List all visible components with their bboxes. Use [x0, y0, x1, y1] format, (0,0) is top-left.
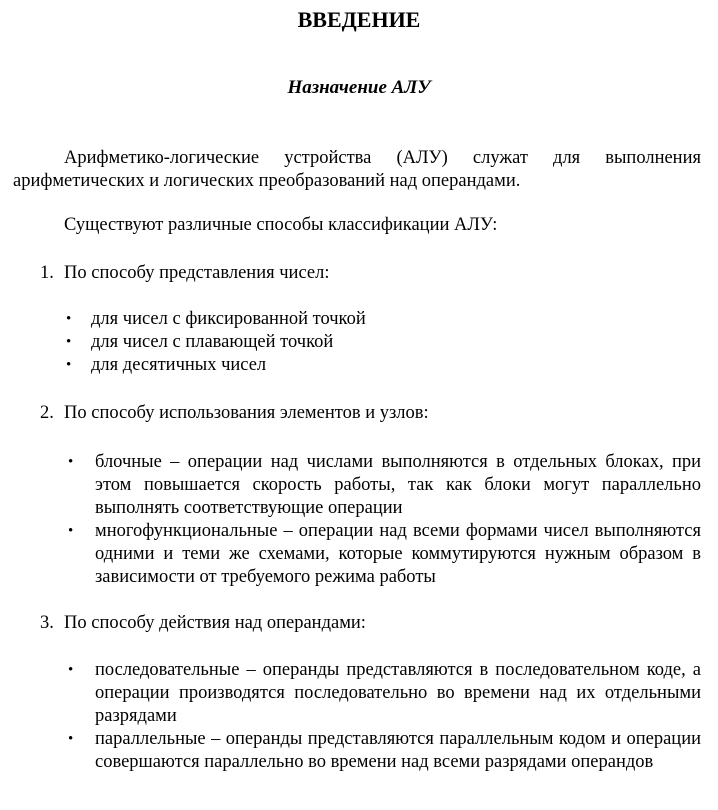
intro-paragraph: Арифметико-логические устройства (АЛУ) служат для выполнения арифметических и логических преобразований над операндами. [13, 148, 701, 191]
bullet-icon: • [68, 662, 74, 678]
section-subtitle: Назначение АЛУ [287, 77, 431, 98]
numbered-item-3 [40, 612, 700, 635]
list-item: • параллельные – операнды представляются параллельным кодом и операции совершаются параллельно во времени над всеми разрядами операндов [68, 729, 701, 772]
bullet-icon: • [68, 731, 74, 747]
bullet-list-3 [68, 659, 701, 774]
bullet-icon: • [68, 523, 74, 539]
list-item: • для десятичных чисел [66, 355, 267, 375]
item-heading: По способу использования элементов и узлов: [64, 403, 429, 423]
list-item: • многофункциональные – операции над всеми формами чисел выполняются одними и теми же схемами, которые коммутируются нужным образом в зависимости от требуемого режима работы [68, 521, 701, 587]
list-item: • для чисел с фиксированной точкой [66, 309, 366, 329]
page-title: ВВЕДЕНИЕ [297, 7, 421, 32]
bullet-icon: • [66, 311, 72, 327]
item-heading: По способу действия над операндами: [64, 613, 366, 633]
list-item: • последовательные – операнды представляются в последовательном коде, а операции производятся последовательно во времени над их отдельными разрядами [68, 660, 701, 726]
bullet-list-1 [66, 308, 701, 377]
bullet-icon: • [66, 357, 72, 373]
bullet-list-2 [68, 451, 701, 589]
bullet-icon: • [66, 334, 72, 350]
classification-intro: Существуют различные способы классификации АЛУ: [64, 215, 498, 235]
list-item: • блочные – операции над числами выполняются в отдельных блоках, при этом повышается скорость работы, так как блоки могут параллельно выполнять соответствующие операции [68, 452, 701, 518]
item-number: 3. [40, 613, 54, 633]
list-item: • для чисел с плавающей точкой [66, 332, 334, 352]
bullet-icon: • [68, 454, 74, 470]
item-heading: По способу представления чисел: [64, 263, 330, 283]
numbered-item-1 [40, 262, 700, 285]
item-number: 1. [40, 263, 54, 283]
item-number: 2. [40, 403, 54, 423]
numbered-item-2 [40, 402, 700, 425]
